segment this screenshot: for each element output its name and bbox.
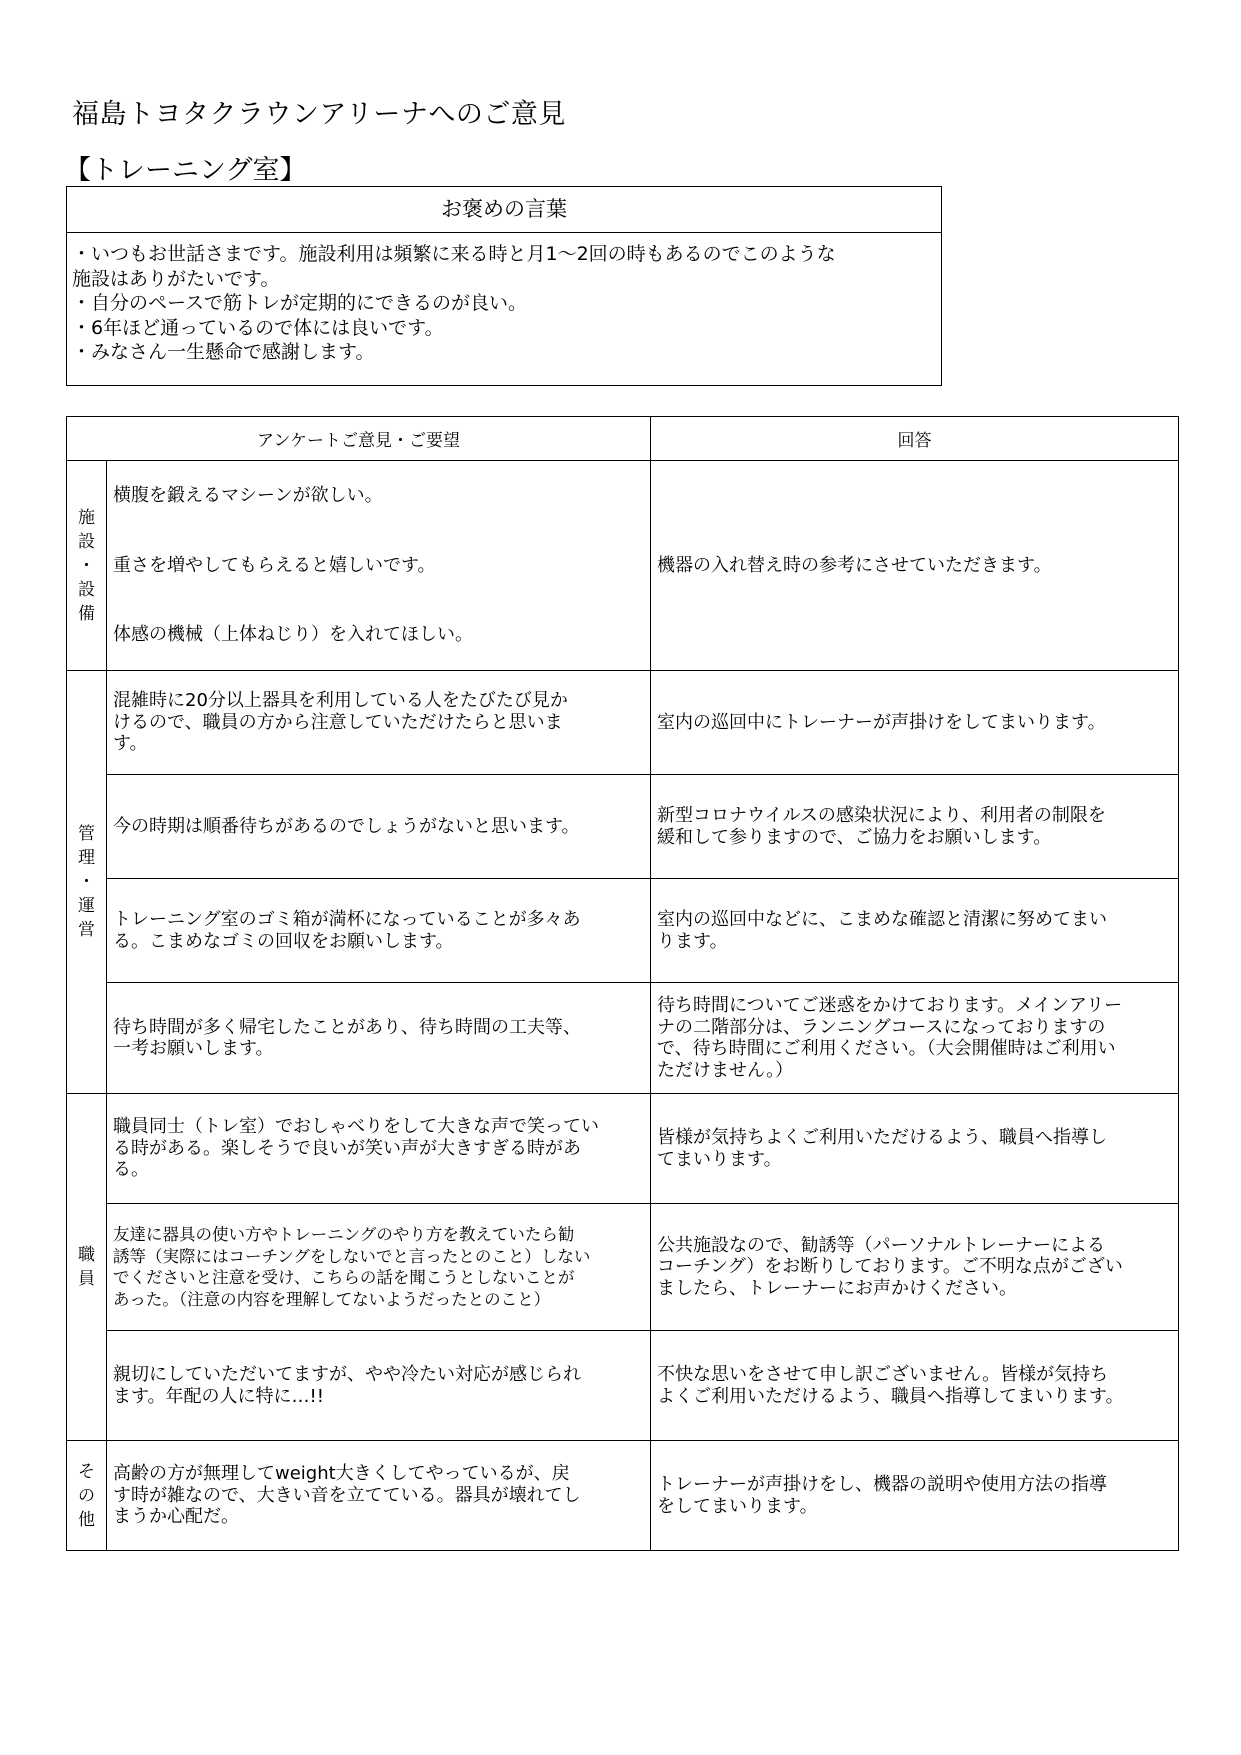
page-title: 福島トヨタクラウンアリーナへのご意見 <box>72 99 566 130</box>
opinion-line: あった。（注意の内容を理解してないようだったとのこと） <box>113 1289 551 1309</box>
opinion-cell <box>107 983 651 1094</box>
answer-line: 新型コロナウイルスの感染状況により、利用者の制限を <box>657 805 1106 826</box>
category-char: 職 <box>78 1245 95 1265</box>
opinion-line: 友達に器具の使い方やトレーニングのやり方を教えていたら勧 <box>113 1225 575 1244</box>
answer-line: 公共施設なので、勧誘等（パーソナルトレーナーによる <box>657 1234 1106 1256</box>
opinion-cell <box>107 879 651 983</box>
praise-line: 施設はありがたいです。 <box>72 267 280 290</box>
category-staff <box>67 1094 107 1441</box>
opinion-cell <box>107 775 651 879</box>
answer-cell <box>651 1331 1179 1441</box>
answer-cell <box>651 461 1179 671</box>
table-row <box>67 671 1179 775</box>
praise-line: ・自分のペースで筋トレが定期的にできるのが良い。 <box>72 292 528 314</box>
opinion-cell <box>107 1441 651 1551</box>
answer-line: 室内の巡回中にトレーナーが声掛けをしてまいります。 <box>657 711 1106 733</box>
opinion-line: 重さを増やしてもらえると嬉しいです。 <box>113 554 436 576</box>
answer-line: 緩和して参りますので、ご協力をお願いします。 <box>657 826 1052 848</box>
opinion-line: まうか心配だ。 <box>113 1506 239 1528</box>
opinion-line: る時がある。楽しそうで良いが笑い声が大きすぎる時があ <box>113 1137 581 1159</box>
answer-line: 室内の巡回中などに、こまめな確認と清潔に努めてまい <box>657 909 1108 930</box>
answer-line: 待ち時間についてご迷惑をかけております。メインアリー <box>657 995 1123 1016</box>
answer-line: コーチング）をお断りしております。ご不明な点がござい <box>657 1256 1123 1278</box>
opinion-line: る。こまめなゴミの回収をお願いします。 <box>113 930 454 952</box>
category-char: 管 <box>78 824 95 844</box>
answer-line: ましたら、トレーナーにお声かけください。 <box>657 1277 1018 1299</box>
opinion-line: 体感の機械（上体ねじり）を入れてほしい。 <box>113 624 473 646</box>
table-row <box>67 461 1179 671</box>
table-row <box>67 1204 1179 1331</box>
category-char: 営 <box>78 920 95 940</box>
answer-line: ナの二階部分は、ランニングコースになっておりますの <box>657 1016 1106 1038</box>
opinion-cell <box>107 1331 651 1441</box>
category-char: ・ <box>78 555 95 576</box>
header-opinions: アンケートご意見・ご要望 <box>67 417 651 461</box>
opinion-cell <box>107 671 651 775</box>
answer-line: 皆様が気持ちよくご利用いただけるよう、職員へ指導し <box>657 1127 1108 1148</box>
answer-cell <box>651 671 1179 775</box>
answer-cell <box>651 1441 1179 1551</box>
answer-cell <box>651 1094 1179 1204</box>
praise-box <box>66 186 942 386</box>
category-char: 員 <box>78 1269 95 1289</box>
table-row <box>67 775 1179 879</box>
praise-line: ・いつもお世話さまです。施設利用は頻繁に来る時と月1～2回の時もあるのでこのような <box>72 243 836 265</box>
opinion-line: 今の時期は順番待ちがあるのでしょうがないと思います。 <box>113 815 580 837</box>
opinion-line: 横腹を鍛えるマシーンが欲しい。 <box>113 485 383 507</box>
answer-line: てまいります。 <box>657 1148 782 1170</box>
opinion-line: す時が雑なので、大きい音を立てている。器具が壊れてし <box>113 1484 581 1506</box>
category-facility <box>67 461 107 671</box>
opinion-line: 誘等（実際にはコーチングをしないでと言ったとのこと）しない <box>113 1246 591 1266</box>
opinion-line: 親切にしていただいてますが、やや冷たい対応が感じられ <box>113 1364 581 1385</box>
answer-line: 機器の入れ替え時の参考にさせていただきます。 <box>657 554 1052 576</box>
table-row <box>67 879 1179 983</box>
opinion-cell <box>107 1094 651 1204</box>
answer-cell <box>651 1204 1179 1331</box>
opinion-line: 一考お願いします。 <box>113 1038 274 1059</box>
category-char: の <box>78 1485 95 1506</box>
answer-line: ります。 <box>657 930 728 952</box>
section-title: 【トレーニング室】 <box>64 155 307 186</box>
answer-line: をしてまいります。 <box>657 1495 818 1517</box>
answer-line: で、待ち時間にご利用ください。（大会開催時はご利用い <box>657 1038 1116 1059</box>
category-char: そ <box>78 1461 95 1482</box>
category-char: 備 <box>78 603 95 624</box>
opinion-line: す。 <box>113 733 148 755</box>
opinion-cell <box>107 1204 651 1331</box>
answer-cell <box>651 775 1179 879</box>
table-row <box>67 1331 1179 1441</box>
answer-line: よくご利用いただけるよう、職員へ指導してまいります。 <box>657 1385 1124 1407</box>
answer-cell <box>651 983 1179 1094</box>
answer-line: トレーナーが声掛けをし、機器の説明や使用方法の指導 <box>657 1474 1108 1495</box>
opinion-line: でくださいと注意を受け、こちらの話を聞こうとしないことが <box>113 1268 575 1287</box>
category-char: 他 <box>78 1509 95 1530</box>
category-char: 設 <box>78 579 95 600</box>
table-header-row <box>67 417 1179 461</box>
opinion-line: けるので、職員の方から注意していただけたらと思いま <box>113 711 563 733</box>
opinion-line: 混雑時に20分以上器具を利用している人をたびたび見か <box>113 690 568 712</box>
praise-header: お褒めの言葉 <box>67 187 941 233</box>
table-row <box>67 1441 1179 1551</box>
opinion-cell <box>107 461 651 671</box>
answer-line: ただけません。） <box>657 1059 794 1081</box>
opinion-line: 待ち時間が多く帰宅したことがあり、待ち時間の工夫等、 <box>113 1016 581 1038</box>
opinion-line: 職員同士（トレ室）でおしゃべりをして大きな声で笑ってい <box>113 1116 599 1138</box>
category-char: 理 <box>78 848 95 868</box>
table-row <box>67 1094 1179 1204</box>
praise-body <box>67 233 941 365</box>
category-management <box>67 671 107 1094</box>
opinion-line: トレーニング室のゴミ箱が満杯になっていることが多々あ <box>113 909 581 930</box>
category-char: 施 <box>78 507 95 528</box>
answer-cell <box>651 879 1179 983</box>
table-row <box>67 983 1179 1094</box>
category-char: ・ <box>78 872 95 892</box>
header-answers: 回答 <box>651 417 1179 461</box>
category-char: 運 <box>78 896 95 916</box>
answer-line: 不快な思いをさせて申し訳ございません。皆様が気持ち <box>657 1364 1109 1385</box>
praise-line: ・6年ほど通っているので体には良いです。 <box>72 316 444 339</box>
praise-line: ・みなさん一生懸命で感謝します。 <box>72 341 375 363</box>
opinion-line: 高齢の方が無理してweight大きくしてやっているが、戻 <box>113 1463 570 1485</box>
survey-table <box>66 416 1179 1551</box>
opinion-line: ます。年配の人に特に…!! <box>113 1385 324 1407</box>
opinion-line: る。 <box>113 1159 149 1181</box>
category-other <box>67 1441 107 1551</box>
category-char: 設 <box>78 531 95 552</box>
